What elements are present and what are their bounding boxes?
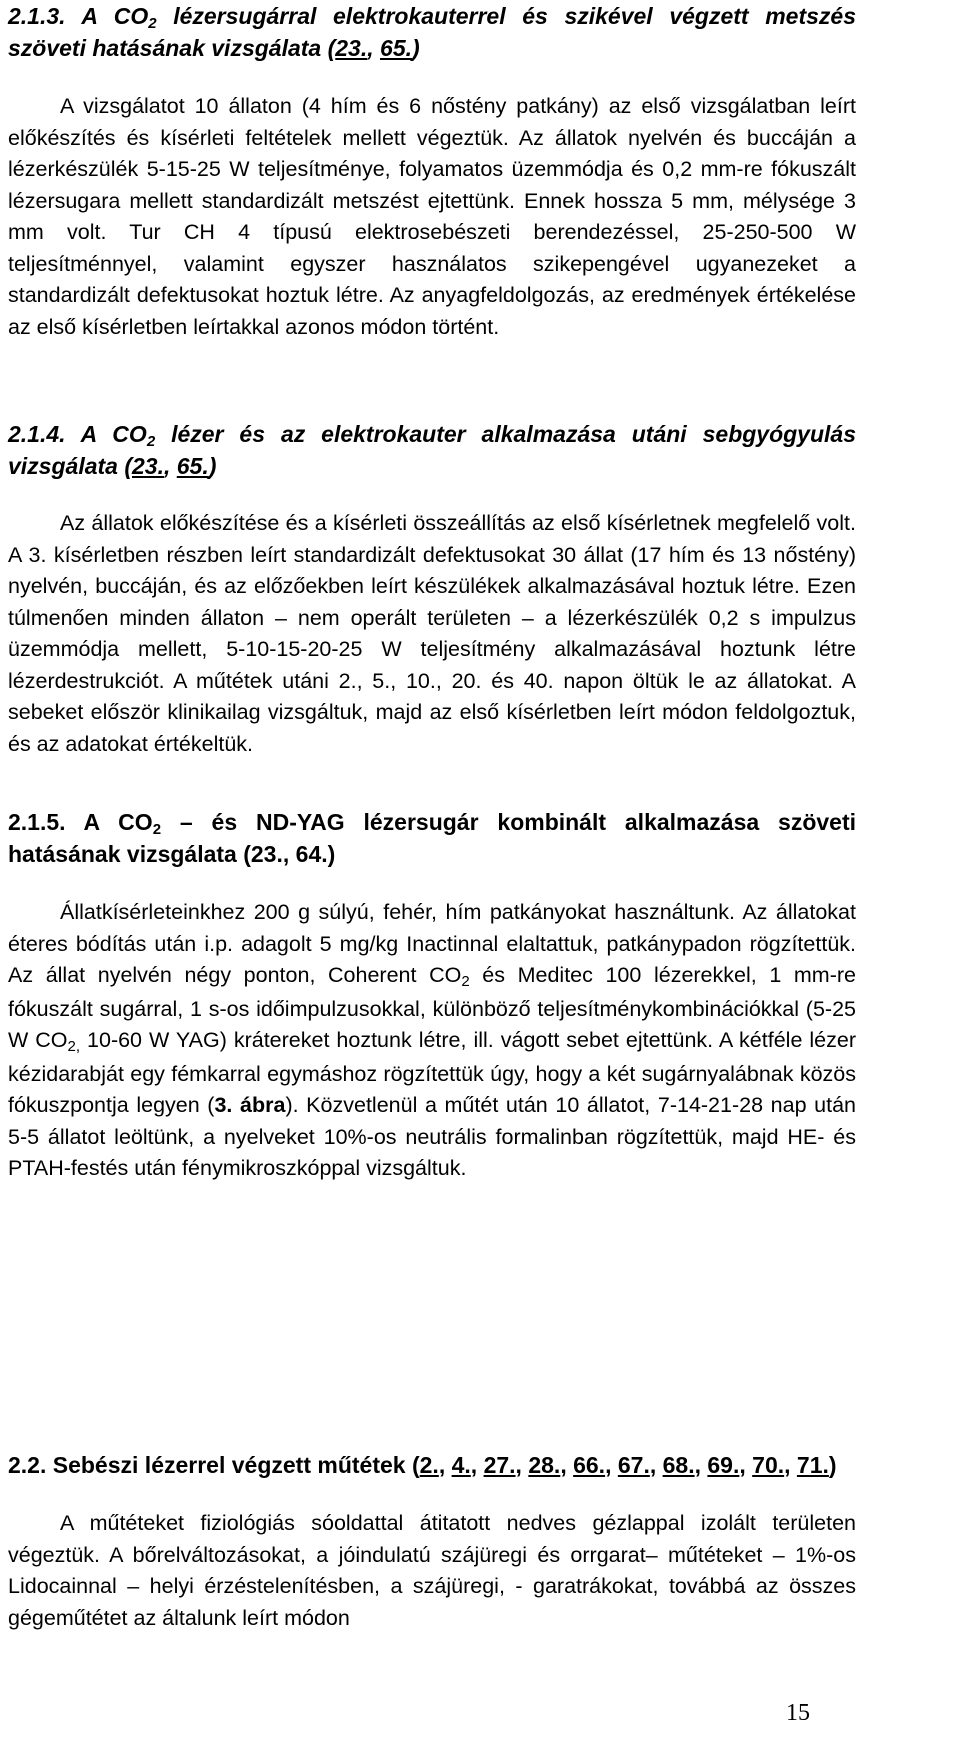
citation-link[interactable]: 28. [528, 1452, 561, 1478]
page-number: 15 [786, 1700, 810, 1726]
section-paragraph: Az állatok előkészítése és a kísérleti összeállítás az első kísérletnek megfelelő volt. A 3. kísérletben részben leírt standardizált defektusokat 30 állat (17 hím és 13 nőstény) nyelvén, buccáján, és az előzőekben leírt készülékek alkalmazásával hoztuk létre. Ezen túlmenően minden állaton – nem operált területen – a lézerkészülék 0,2 s impulzus üzemmódja mellett, 5-10-15-20-25 W teljesítmény alkalmazásával hoztunk létre lézerdestrukciót. A műtétek utáni 2., 5., 10., 20. és 40. napon öltük le az állatokat. A sebeket először klinikailag vizsgáltuk, majd az első kísérletben leírt módon feldolgoztuk, és az adatokat értékeltük. [8, 511, 856, 756]
section-paragraph: Állatkísérleteinkhez 200 g súlyú, fehér, hím patkányokat használtunk. Az állatokat éteres bódítás után i.p. adagolt 5 mg/kg Inactinnal elaltattuk, patkánypadon rögzítettük. Az állat nyelvén négy ponton, Coherent CO2 és Meditec 100 lézerekkel, 1 mm-re fókuszált sugárral, 1 s-os időimpulzusokkal, különböző teljesítménykombinációkkal (5-25 W CO2, 10-60 W YAG) krátereket hoztunk létre, ill. vágott sebet ejtettünk. A kétféle lézer kézidarabját egy fémkarral egymáshoz rögzítettük úgy, hogy a két sugárnyalábnak közös fókuszpontja legyen (3. ábra). Közvetlenül a műtét után 10 állatot, 7-14-21-28 nap után 5-5 állatot leöltünk, a nyelveket 10%-os neutrális formalinban rögzítettük, majd HE- és PTAH-festés után fénymikroszkóppal vizsgáltuk. [8, 900, 856, 1180]
citation-link[interactable]: 67. [617, 1452, 650, 1478]
section-heading: 2.1.4. A CO2 lézer és az elektrokauter alkalmazása utáni sebgyógyulás vizsgálata (23., 65.) [8, 421, 856, 479]
citation-link[interactable]: 66. [573, 1452, 606, 1478]
citation-link[interactable]: 71. [796, 1452, 829, 1478]
section-paragraph: A műtéteket fiziológiás sóoldattal átitatott nedves gézlappal izolált területen végeztük. A bőrelváltozásokat, a jóindulatú szájüregi és orrgarat– műtéteket – 1%-os Lidocainnal – helyi érzéstelenítésben, a szájüregi, - garatrákokat, továbbá az összes gégeműtétet az általunk leírt módon [8, 1511, 856, 1630]
section-2-1-4 [0, 420, 960, 760]
citation-link[interactable]: 27. [483, 1452, 516, 1478]
citation-link[interactable]: 68. [662, 1452, 695, 1478]
citation-link[interactable]: 2. [419, 1452, 439, 1478]
section-2-1-5 [0, 808, 960, 1185]
section-paragraph: A vizsgálatot 10 állaton (4 hím és 6 nőstény patkány) az első vizsgálatban leírt előkészítés és kísérleti feltételek mellett végeztük. Az állatok nyelvén és buccáján a lézerkészülék 5-15-25 W teljesítménye, folyamatos üzemmódja és 0,2 mm-re fókuszált lézersugara mellett standardizált metszést ejtettünk. Ennek hossza 5 mm, mélysége 3 mm volt. Tur CH 4 típusú elektrosebészeti berendezéssel, 25-250-500 W teljesítménnyel, valamint egyszer használatos szikepengével ugyanezeket a standardizált defektusokat hoztuk létre. Az anyagfeldolgozás, az eredmények értékelése az első kísérletben leírtakkal azonos módon történt. [8, 94, 856, 339]
citation-link[interactable]: 23. [335, 35, 368, 61]
citation-link[interactable]: 69. [707, 1452, 740, 1478]
section-2-2 [0, 1451, 960, 1634]
section-heading: 2.1.5. A CO2 – és ND-YAG lézersugár kombinált alkalmazása szöveti hatásának vizsgálata (23., 64.) [8, 809, 856, 867]
citation-link[interactable]: 65. [176, 453, 209, 479]
citation-link[interactable]: 23. [132, 453, 164, 479]
section-heading: 2.2. Sebészi lézerrel végzett műtétek (2., 4., 27., 28., 66., 67., 68., 69., 70., 71.) [8, 1452, 837, 1478]
citation-link[interactable]: 4. [451, 1452, 471, 1478]
citation-link[interactable]: 70. [752, 1452, 785, 1478]
citation-link[interactable]: 65. [380, 35, 413, 61]
section-heading: 2.1.3. A CO2 lézersugárral elektrokauterrel és szikével végzett metszés szöveti hatásának vizsgálata (23., 65.) [8, 3, 856, 61]
figure-reference: 3. ábra [214, 1093, 286, 1117]
section-2-1-3 [0, 2, 960, 343]
